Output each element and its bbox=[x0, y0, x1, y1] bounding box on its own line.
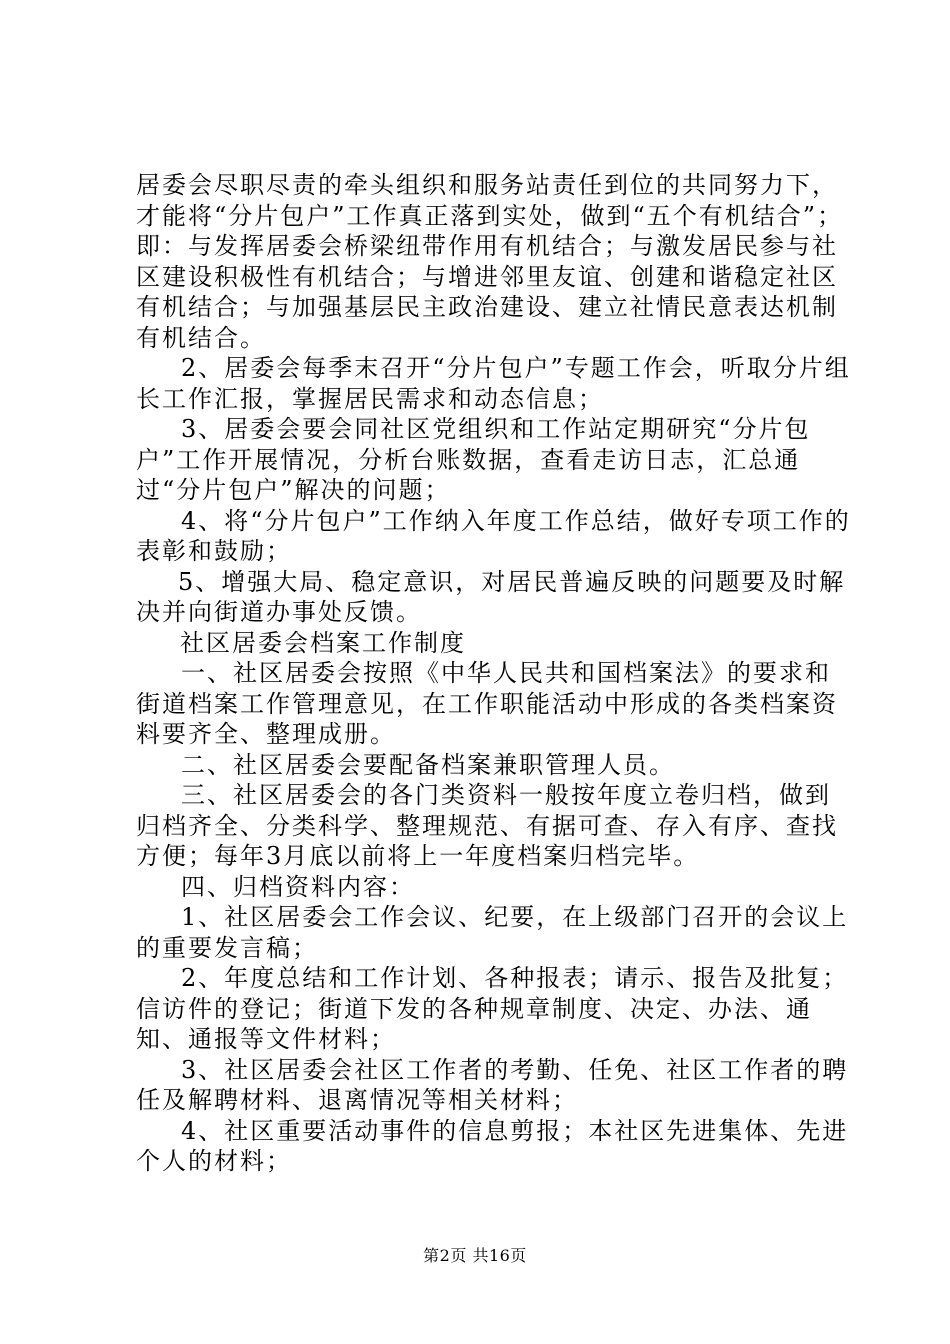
paragraph-content-3: 3、社区居委会社区工作者的考勤、任免、社区工作者的聘任及解聘材料、退离情况等相关材料； bbox=[136, 1055, 849, 1114]
paragraph-content-1: 1、社区居委会工作会议、纪要，在上级部门召开的会议上的重要发言稿； bbox=[136, 903, 849, 962]
paragraph-article-2: 二、社区居委会要配备档案兼职管理人员。 bbox=[181, 750, 675, 779]
paragraph-article-1: 一、社区居委会按照《中华人民共和国档案法》的要求和街道档案工作管理意见，在工作职能活动中形成的各类档案资料要齐全、整理成册。 bbox=[136, 659, 838, 748]
page-number-footer: 第2页 共16页 bbox=[423, 1246, 527, 1265]
section-heading: 社区居委会档案工作制度 bbox=[180, 628, 466, 657]
paragraph-item-4: 4、将“分片包户”工作纳入年度工作总结，做好专项工作的表彰和鼓励； bbox=[136, 506, 851, 565]
paragraph-article-4: 四、归档资料内容： bbox=[181, 872, 415, 901]
paragraph-content-2: 2、年度总结和工作计划、各种报表；请示、报告及批复；信访件的登记；街道下发的各种规章制度、决定、办法、通知、通报等文件材料； bbox=[136, 964, 849, 1053]
paragraph-content-4: 4、社区重要活动事件的信息剪报；本社区先进集体、先进个人的材料； bbox=[136, 1116, 849, 1175]
paragraph-article-3: 三、社区居委会的各门类资料一般按年度立卷归档，做到归档齐全、分类科学、整理规范、有据可查、存入有序、查找方便；每年3月底以前将上一年度档案归档完毕。 bbox=[136, 781, 838, 870]
paragraph-item-2: 2、居委会每季末召开“分片包户”专题工作会，听取分片组长工作汇报，掌握居民需求和动态信息； bbox=[136, 354, 851, 413]
paragraph-continuation: 居委会尽职尽责的牵头组织和服务站责任到位的共同努力下，才能将“分片包户”工作真正落到实处，做到“五个有机结合”；即：与发挥居委会桥梁纽带作用有机结合；与激发居民参与社区建设积极性有机结合；与增进邻里友谊、创建和谐稳定社区有机结合；与加强基层民主政治建设、建立社情民意表达机制有机结合。 bbox=[136, 171, 844, 352]
paragraph-item-5: 5、增强大局、稳定意识，对居民普遍反映的问题要及时解决并向街道办事处反馈。 bbox=[136, 567, 846, 626]
document-body bbox=[136, 170, 856, 1177]
paragraph-item-3: 3、居委会要会同社区党组织和工作站定期研究“分片包户”工作开展情况，分析台账数据，查看走访日志，汇总通过“分片包户”解决的问题； bbox=[136, 415, 811, 504]
